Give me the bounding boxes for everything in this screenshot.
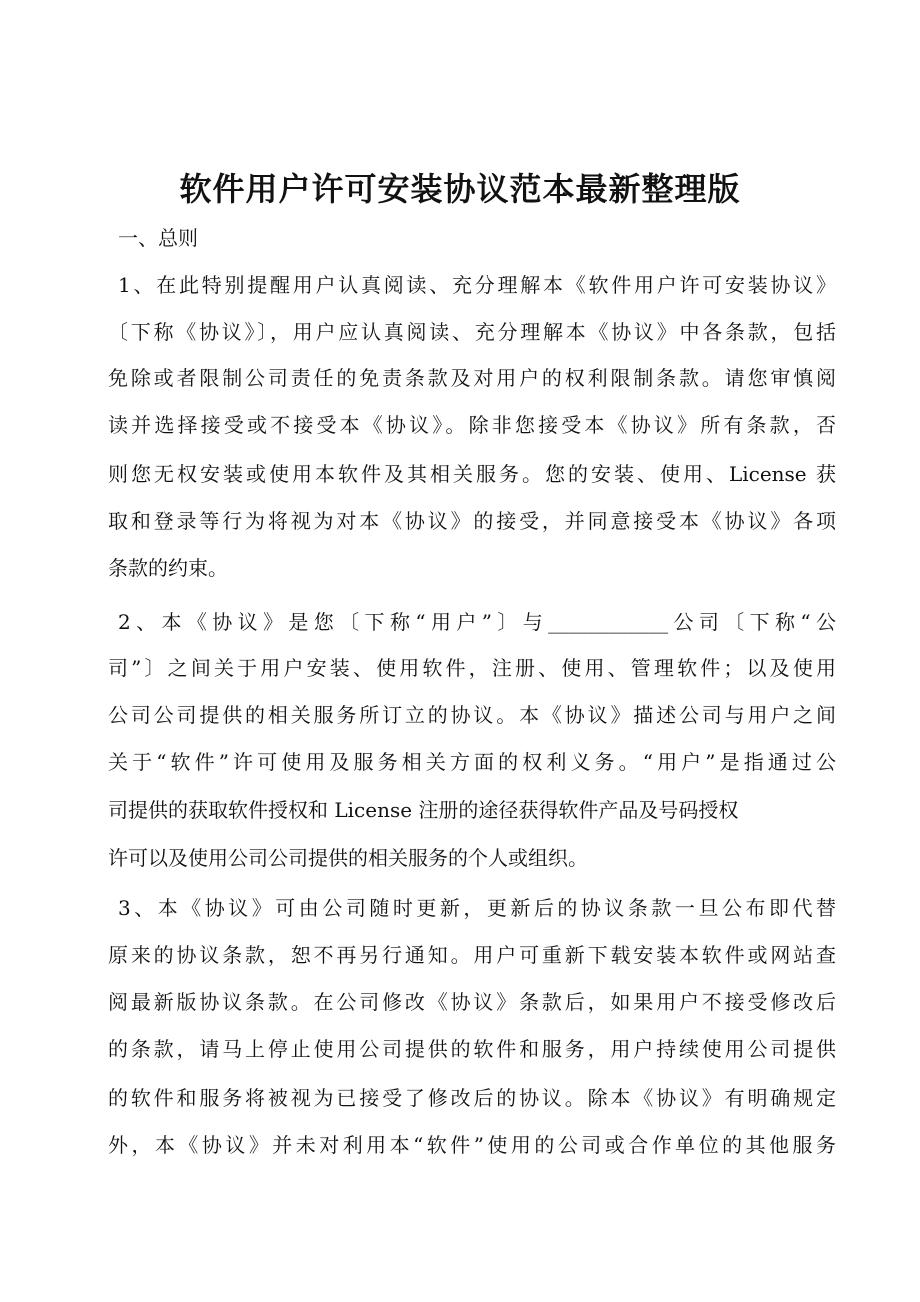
paragraph-line: 司提供的获取软件授权和 License 注册的途径获得软件产品及号码授权 [108,798,739,822]
paragraph-line: 1、在此特别提醒用户认真阅读、充分理解本《软件用户许可安装协议》 [118,273,836,297]
paragraph-line: 3、本《协议》可由公司随时更新，更新后的协议条款一旦公布即代替 [118,896,836,920]
paragraph-line: 的软件和服务将被视为已接受了修改后的协议。除本《协议》有明确规定 [108,1086,836,1110]
document-title: 软件用户许可安装协议范本最新整理版 [179,170,741,208]
paragraph-line: 阅最新版协议条款。在公司修改《协议》条款后，如果用户不接受修改后 [108,990,836,1014]
paragraph-line: 免除或者限制公司责任的免责条款及对用户的权利限制条款。请您审慎阅 [108,366,836,390]
paragraph-line: 的条款，请马上停止使用公司提供的软件和服务，用户持续使用公司提供 [108,1037,836,1061]
paragraph-line: 读并选择接受或不接受本《协议》。除非您接受本《协议》所有条款，否 [108,413,836,437]
paragraph-line: 许可以及使用公司公司提供的相关服务的个人或组织。 [108,846,588,870]
paragraph-line: 司”〕之间关于用户安装、使用软件，注册、使用、管理软件；以及使用 [108,656,836,680]
paragraph-line: 取和登录等行为将视为对本《协议》的接受，并同意接受本《协议》各项 [108,509,836,533]
paragraph-line: 则您无权安装或使用本软件及其相关服务。您的安装、使用、License 获 [108,462,836,486]
paragraph-line: 2、本《协议》是您〔下称“用户”〕与____________公司〔下称“公 [118,610,836,634]
paragraph-line: 关于“软件”许可使用及服务相关方面的权利义务。“用户”是指通过公 [108,750,836,774]
section-heading: 一、总则 [118,226,198,250]
paragraph-line: 公司公司提供的相关服务所订立的协议。本《协议》描述公司与用户之间 [108,703,836,727]
paragraph-line: 〔下称《协议》〕，用户应认真阅读、充分理解本《协议》中各条款，包括 [108,320,836,344]
paragraph-line: 条款的约束。 [108,556,228,580]
paragraph-line: 外，本《协议》并未对利用本“软件”使用的公司或合作单位的其他服务 [108,1133,836,1157]
paragraph-line: 原来的协议条款，恕不再另行通知。用户可重新下载安装本软件或网站查 [108,943,836,967]
